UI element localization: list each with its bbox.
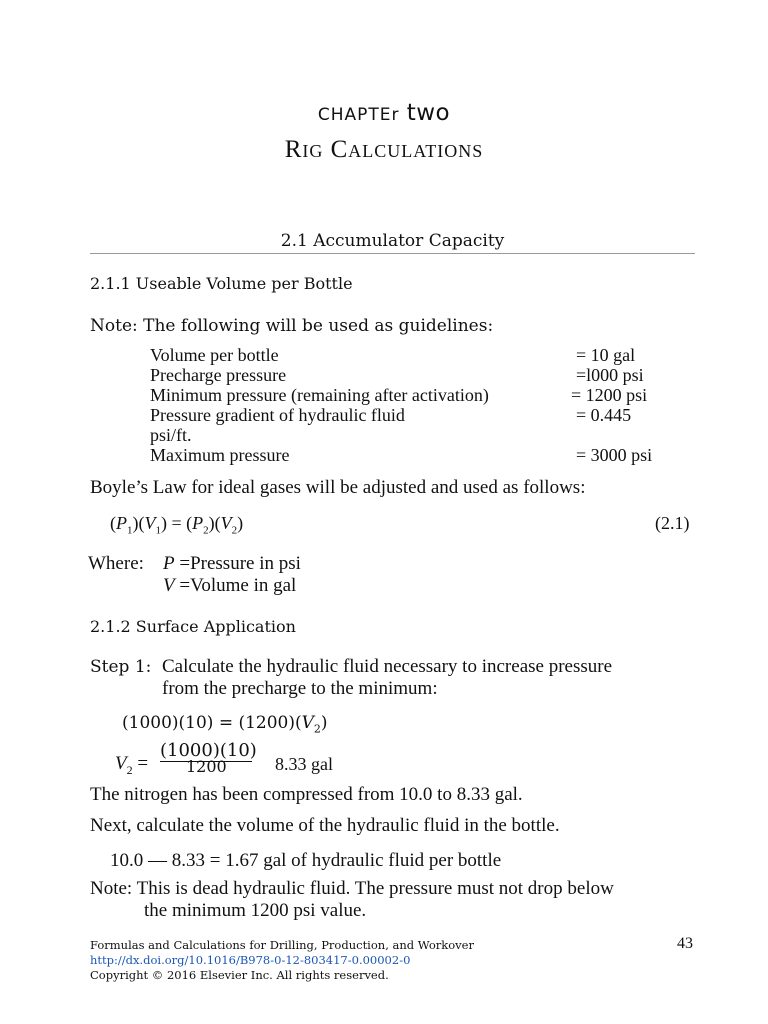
note-dead-fluid-line-1: Note: This is dead hydraulic fluid. The pressure must not drop below xyxy=(90,878,614,899)
where-pressure: P =Pressure in psi xyxy=(163,553,301,574)
subsection-heading-surface-application: 2.1.2 Surface Application xyxy=(90,617,296,636)
chapter-label-number: two xyxy=(406,100,451,126)
note-dead-fluid-line-2: the minimum 1200 psi value. xyxy=(144,900,367,921)
where-volume: V =Volume in gal xyxy=(163,575,297,596)
guideline-label: Precharge pressure xyxy=(150,365,287,385)
chapter-label xyxy=(0,100,768,126)
fraction-numerator: (1000)(10) xyxy=(160,740,257,761)
step-1-line-2: from the precharge to the minimum: xyxy=(162,678,438,699)
calculation-dead-fluid: 10.0 — 8.33 = 1.67 gal of hydraulic fluid per bottle xyxy=(110,850,502,871)
fraction-denominator: 1200 xyxy=(186,757,227,776)
nitrogen-statement: The nitrogen has been compressed from 10.0 to 8.33 gal. xyxy=(90,784,523,805)
guideline-label: Minimum pressure (remaining after activation) xyxy=(150,385,489,405)
where-label: Where: xyxy=(88,553,144,574)
next-step-statement: Next, calculate the volume of the hydraulic fluid in the bottle. xyxy=(90,815,560,836)
chapter-title: Rig Calculations xyxy=(284,136,484,163)
guideline-label: psi/ft. xyxy=(150,425,192,445)
guideline-label: Pressure gradient of hydraulic fluid xyxy=(150,405,405,425)
step-1-label: Step 1: xyxy=(90,657,152,677)
subsection-heading-useable-volume: 2.1.1 Useable Volume per Bottle xyxy=(90,274,353,293)
step-1-line-1: Calculate the hydraulic fluid necessary to increase pressure xyxy=(162,656,613,677)
guideline-value: = 10 gal xyxy=(576,345,636,365)
equation-boyle: $(P_1)(V_1) = (P_2)(V_2)$ xyxy=(110,513,244,537)
footer-doi-link[interactable]: http://dx.doi.org/10.1016/B978-0-12-803417-0.00002-0 xyxy=(90,953,411,967)
guideline-value: = 3000 psi xyxy=(576,445,653,465)
page-number: 43 xyxy=(677,935,693,952)
section-divider xyxy=(90,253,695,254)
calculation-v2-setup: $(1000)(10) = (1200)(V_2)$ xyxy=(122,713,328,736)
v2-lhs: $V_2$ = xyxy=(115,753,149,777)
equation-number: (2.1) xyxy=(655,513,690,533)
guideline-label: Maximum pressure xyxy=(150,445,290,465)
guideline-value: = 1200 psi xyxy=(571,385,648,405)
footer-book-title: Formulas and Calculations for Drilling, Production, and Workover xyxy=(90,938,474,952)
section-heading: 2.1 Accumulator Capacity xyxy=(280,231,505,251)
guideline-value: =l000 psi xyxy=(576,365,644,385)
guidelines-note: Note: The following will be used as guidelines: xyxy=(90,316,494,336)
boyle-law-text: Boyle’s Law for ideal gases will be adjusted and used as follows: xyxy=(90,477,586,498)
guideline-label: Volume per bottle xyxy=(150,345,279,365)
footer-copyright: Copyright © 2016 Elsevier Inc. All rights reserved. xyxy=(90,968,389,982)
v2-result: 8.33 gal xyxy=(275,754,333,774)
chapter-label-caps: CHAPTEr xyxy=(317,105,400,125)
guideline-value: = 0.445 xyxy=(576,405,632,425)
